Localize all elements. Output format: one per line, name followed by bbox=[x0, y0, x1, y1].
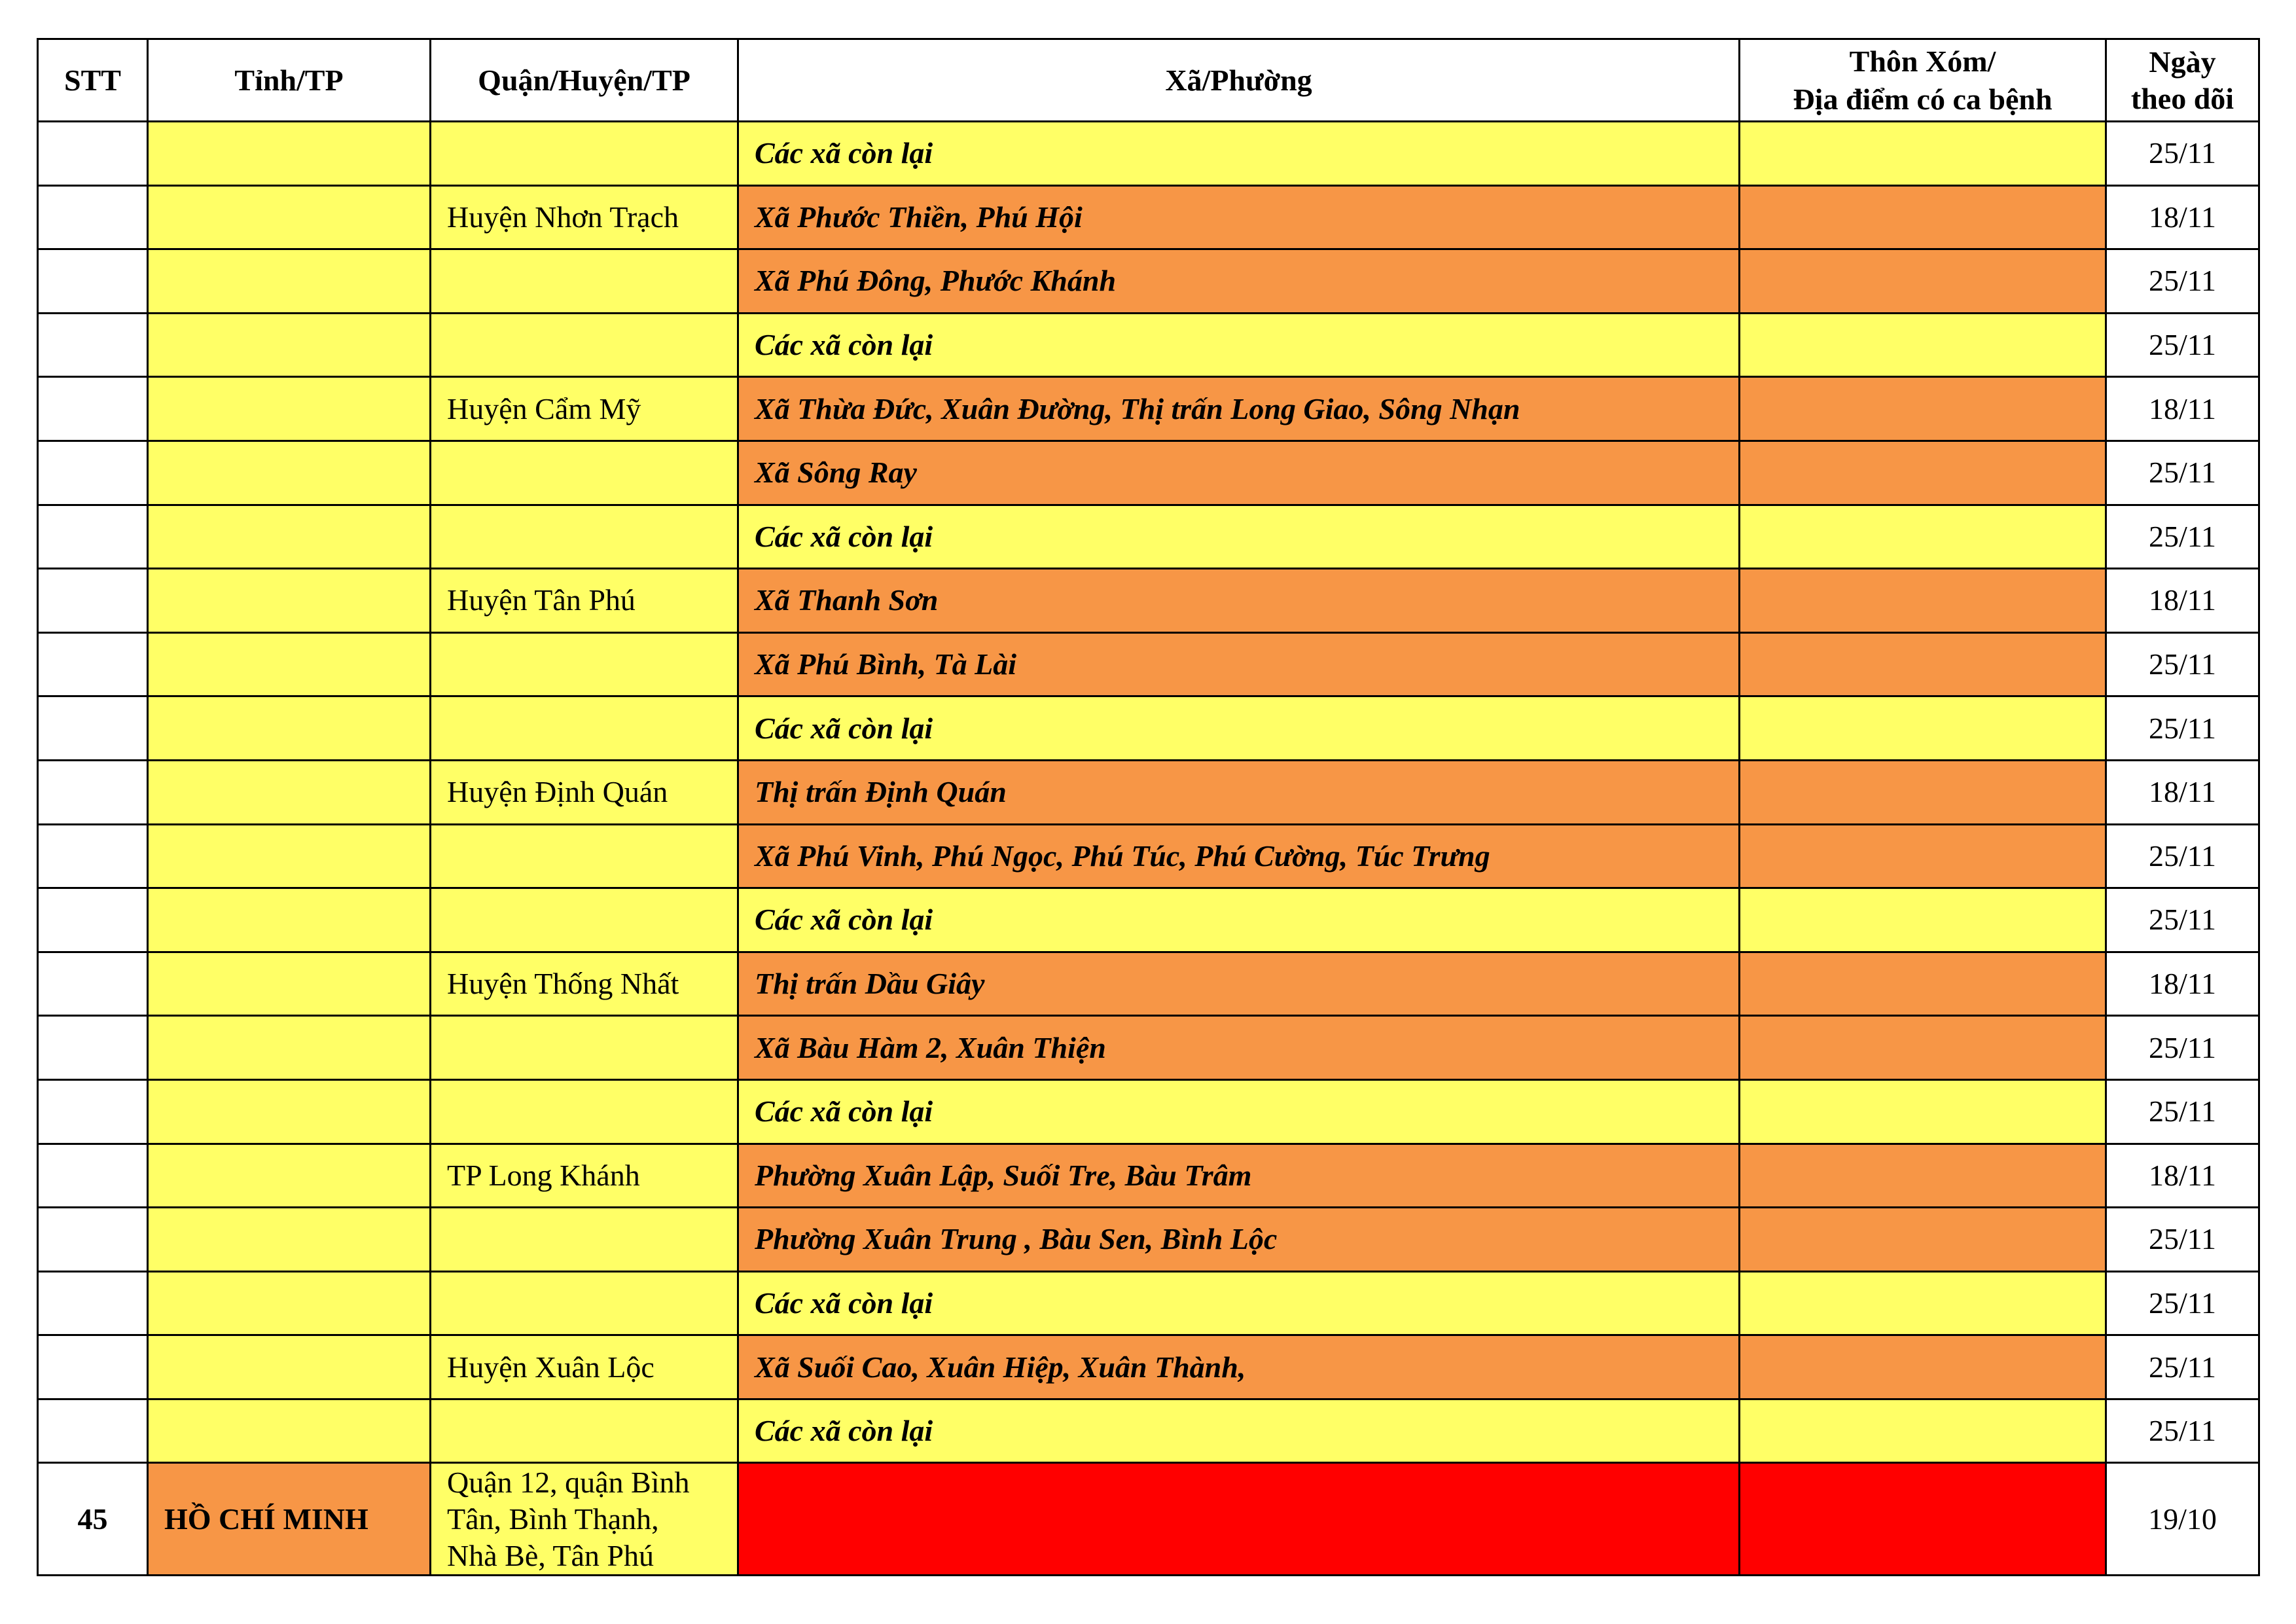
row-date: 25/11 bbox=[2106, 249, 2259, 314]
row-date: 18/11 bbox=[2106, 1144, 2259, 1208]
row-date: 25/11 bbox=[2106, 505, 2259, 569]
row-location bbox=[1740, 952, 2106, 1016]
row-province bbox=[148, 760, 431, 824]
row-location bbox=[1740, 1208, 2106, 1272]
row-date: 25/11 bbox=[2106, 1271, 2259, 1335]
row-stt bbox=[38, 1335, 148, 1399]
row-stt bbox=[38, 377, 148, 441]
row-location bbox=[1740, 696, 2106, 761]
row-date: 18/11 bbox=[2106, 760, 2259, 824]
row-province bbox=[148, 1271, 431, 1335]
row-location bbox=[1740, 505, 2106, 569]
row-province bbox=[148, 1208, 431, 1272]
row-location bbox=[1740, 632, 2106, 696]
row-date: 25/11 bbox=[2106, 122, 2259, 186]
row-province bbox=[148, 1079, 431, 1144]
row-district bbox=[431, 824, 738, 888]
header-ngay bbox=[2106, 39, 2259, 122]
row-commune: Thị trấn Dầu Giây bbox=[738, 952, 1740, 1016]
row-commune bbox=[738, 1463, 1740, 1576]
row-date: 25/11 bbox=[2106, 1335, 2259, 1399]
row-commune: Xã Phú Bình, Tà Lài bbox=[738, 632, 1740, 696]
table-row bbox=[38, 569, 2259, 633]
row-stt bbox=[38, 185, 148, 249]
table-row bbox=[38, 313, 2259, 377]
row-province: HỒ CHÍ MINH bbox=[148, 1463, 431, 1576]
row-district bbox=[431, 1079, 738, 1144]
table-row bbox=[38, 1399, 2259, 1463]
row-stt bbox=[38, 1271, 148, 1335]
row-province bbox=[148, 441, 431, 505]
table-row bbox=[38, 441, 2259, 505]
row-stt: 45 bbox=[38, 1463, 148, 1576]
row-commune: Các xã còn lại bbox=[738, 505, 1740, 569]
row-commune: Các xã còn lại bbox=[738, 1271, 1740, 1335]
table-row bbox=[38, 1016, 2259, 1080]
row-date: 25/11 bbox=[2106, 1208, 2259, 1272]
row-stt bbox=[38, 696, 148, 761]
row-district bbox=[431, 1271, 738, 1335]
header-quan: Quận/Huyện/TP bbox=[431, 39, 738, 122]
row-location bbox=[1740, 888, 2106, 952]
table-row bbox=[38, 952, 2259, 1016]
zone-table bbox=[37, 38, 2260, 1576]
row-district bbox=[431, 888, 738, 952]
row-district: Huyện Xuân Lộc bbox=[431, 1335, 738, 1399]
header-thon bbox=[1740, 39, 2106, 122]
row-province bbox=[148, 122, 431, 186]
row-location bbox=[1740, 1144, 2106, 1208]
header-thon-line2: Địa điểm có ca bệnh bbox=[1793, 82, 2053, 116]
row-commune: Xã Phú Đông, Phước Khánh bbox=[738, 249, 1740, 314]
row-district bbox=[431, 632, 738, 696]
row-stt bbox=[38, 122, 148, 186]
header-tinh: Tỉnh/TP bbox=[148, 39, 431, 122]
row-stt bbox=[38, 1016, 148, 1080]
table-row bbox=[38, 122, 2259, 186]
header-stt: STT bbox=[38, 39, 148, 122]
row-location bbox=[1740, 824, 2106, 888]
row-location bbox=[1740, 441, 2106, 505]
row-commune: Xã Thanh Sơn bbox=[738, 569, 1740, 633]
row-stt bbox=[38, 1399, 148, 1463]
row-district: Huyện Định Quán bbox=[431, 760, 738, 824]
row-stt bbox=[38, 888, 148, 952]
row-district bbox=[431, 1016, 738, 1080]
header-xa: Xã/Phường bbox=[738, 39, 1740, 122]
row-district bbox=[431, 1399, 738, 1463]
row-district bbox=[431, 1463, 738, 1576]
header-ngay-line1: Ngày bbox=[2149, 45, 2216, 79]
header-ngay-line2: theo dõi bbox=[2130, 81, 2234, 115]
table-row bbox=[38, 824, 2259, 888]
row-location bbox=[1740, 569, 2106, 633]
table-row bbox=[38, 1271, 2259, 1335]
table-row bbox=[38, 1079, 2259, 1144]
row-stt bbox=[38, 824, 148, 888]
row-commune: Phường Xuân Trung , Bàu Sen, Bình Lộc bbox=[738, 1208, 1740, 1272]
row-stt bbox=[38, 1079, 148, 1144]
row-commune: Xã Suối Cao, Xuân Hiệp, Xuân Thành, bbox=[738, 1335, 1740, 1399]
row-date: 25/11 bbox=[2106, 824, 2259, 888]
row-stt bbox=[38, 1144, 148, 1208]
table-row bbox=[38, 760, 2259, 824]
row-district: Huyện Thống Nhất bbox=[431, 952, 738, 1016]
row-province bbox=[148, 824, 431, 888]
table-row bbox=[38, 185, 2259, 249]
row-location bbox=[1740, 1335, 2106, 1399]
row-commune: Xã Thừa Đức, Xuân Đường, Thị trấn Long Giao, Sông Nhạn bbox=[738, 377, 1740, 441]
row-location bbox=[1740, 760, 2106, 824]
row-province bbox=[148, 888, 431, 952]
row-date: 18/11 bbox=[2106, 952, 2259, 1016]
row-commune: Xã Phú Vinh, Phú Ngọc, Phú Túc, Phú Cường, Túc Trưng bbox=[738, 824, 1740, 888]
row-date: 25/11 bbox=[2106, 632, 2259, 696]
header-thon-line1: Thôn Xóm/ bbox=[1849, 44, 1996, 78]
row-district bbox=[431, 249, 738, 314]
row-stt bbox=[38, 760, 148, 824]
row-district bbox=[431, 696, 738, 761]
table-row bbox=[38, 1208, 2259, 1272]
row-commune: Phường Xuân Lập, Suối Tre, Bàu Trâm bbox=[738, 1144, 1740, 1208]
table-row bbox=[38, 249, 2259, 314]
table-row bbox=[38, 377, 2259, 441]
row-commune: Các xã còn lại bbox=[738, 888, 1740, 952]
row-commune: Các xã còn lại bbox=[738, 313, 1740, 377]
row-province bbox=[148, 1016, 431, 1080]
row-location bbox=[1740, 1463, 2106, 1576]
row-district bbox=[431, 505, 738, 569]
row-stt bbox=[38, 249, 148, 314]
district-line-3: Nhà Bè, Tân Phú bbox=[447, 1538, 655, 1572]
row-commune: Các xã còn lại bbox=[738, 1399, 1740, 1463]
row-location bbox=[1740, 1079, 2106, 1144]
row-date: 25/11 bbox=[2106, 888, 2259, 952]
row-stt bbox=[38, 632, 148, 696]
row-commune: Xã Sông Ray bbox=[738, 441, 1740, 505]
row-commune: Xã Bàu Hàm 2, Xuân Thiện bbox=[738, 1016, 1740, 1080]
row-stt bbox=[38, 441, 148, 505]
row-date: 25/11 bbox=[2106, 1016, 2259, 1080]
row-location bbox=[1740, 313, 2106, 377]
table-body bbox=[38, 122, 2259, 1576]
row-commune: Các xã còn lại bbox=[738, 696, 1740, 761]
row-location bbox=[1740, 249, 2106, 314]
row-district bbox=[431, 313, 738, 377]
table-row bbox=[38, 1335, 2259, 1399]
row-province bbox=[148, 1399, 431, 1463]
row-date: 18/11 bbox=[2106, 569, 2259, 633]
row-province bbox=[148, 952, 431, 1016]
row-date: 18/11 bbox=[2106, 185, 2259, 249]
row-district: TP Long Khánh bbox=[431, 1144, 738, 1208]
row-province bbox=[148, 185, 431, 249]
row-district bbox=[431, 1208, 738, 1272]
row-date: 19/10 bbox=[2106, 1463, 2259, 1576]
row-date: 25/11 bbox=[2106, 1399, 2259, 1463]
row-province bbox=[148, 377, 431, 441]
row-location bbox=[1740, 377, 2106, 441]
row-district: Huyện Tân Phú bbox=[431, 569, 738, 633]
row-province bbox=[148, 1144, 431, 1208]
table-row bbox=[38, 696, 2259, 761]
table-header-row bbox=[38, 39, 2259, 122]
row-district bbox=[431, 122, 738, 186]
row-stt bbox=[38, 505, 148, 569]
row-date: 18/11 bbox=[2106, 377, 2259, 441]
row-stt bbox=[38, 952, 148, 1016]
row-stt bbox=[38, 313, 148, 377]
row-province bbox=[148, 569, 431, 633]
row-date: 25/11 bbox=[2106, 313, 2259, 377]
row-commune: Các xã còn lại bbox=[738, 122, 1740, 186]
row-province bbox=[148, 1335, 431, 1399]
table-row bbox=[38, 888, 2259, 952]
row-province bbox=[148, 505, 431, 569]
row-location bbox=[1740, 1271, 2106, 1335]
row-province bbox=[148, 696, 431, 761]
row-commune: Các xã còn lại bbox=[738, 1079, 1740, 1144]
row-province bbox=[148, 632, 431, 696]
row-stt bbox=[38, 1208, 148, 1272]
row-district: Huyện Nhơn Trạch bbox=[431, 185, 738, 249]
row-province bbox=[148, 313, 431, 377]
row-date: 25/11 bbox=[2106, 1079, 2259, 1144]
row-commune: Thị trấn Định Quán bbox=[738, 760, 1740, 824]
row-date: 25/11 bbox=[2106, 441, 2259, 505]
table-row bbox=[38, 505, 2259, 569]
row-stt bbox=[38, 569, 148, 633]
row-location bbox=[1740, 1016, 2106, 1080]
row-district: Huyện Cẩm Mỹ bbox=[431, 377, 738, 441]
row-location bbox=[1740, 185, 2106, 249]
district-line-2: Tân, Bình Thạnh, bbox=[447, 1502, 659, 1536]
table-row bbox=[38, 1144, 2259, 1208]
row-location bbox=[1740, 122, 2106, 186]
row-location bbox=[1740, 1399, 2106, 1463]
row-province bbox=[148, 249, 431, 314]
table-row bbox=[38, 632, 2259, 696]
district-line-1: Quận 12, quận Bình bbox=[447, 1465, 690, 1499]
row-commune: Xã Phước Thiền, Phú Hội bbox=[738, 185, 1740, 249]
table-row-hcm bbox=[38, 1463, 2259, 1576]
row-date: 25/11 bbox=[2106, 696, 2259, 761]
row-district bbox=[431, 441, 738, 505]
